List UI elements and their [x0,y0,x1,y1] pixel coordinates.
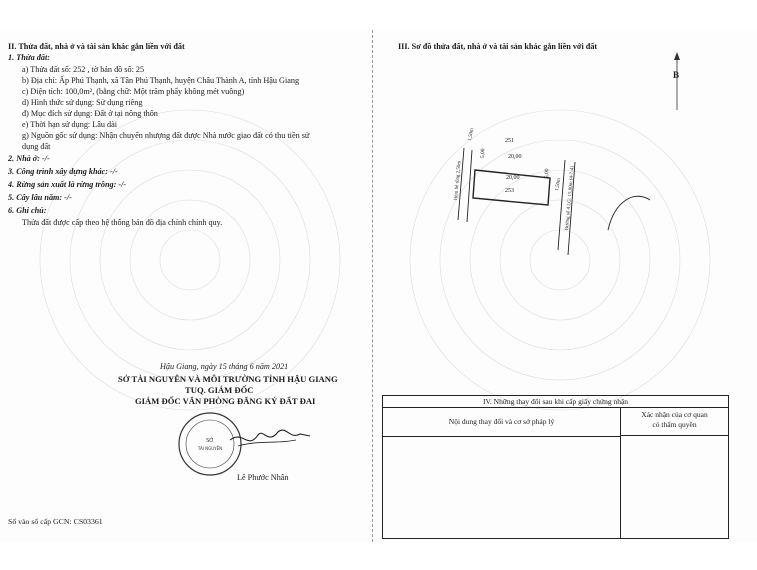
land-item: d) Hình thức sử dụng: Sử dụng riêng [22,98,143,107]
plot-diagram [380,50,740,350]
date-line: Hậu Giang, ngày 15 tháng 6 năm 2021 [160,362,289,371]
land-heading: 1. Thửa đất: [8,53,50,62]
changes-table [382,395,729,539]
changes-table-body [383,437,621,538]
road-edge [558,160,565,250]
changes-table-col-content: Nội dung thay đổi và cơ sở pháp lý [383,408,621,437]
land-item: g) Nguồn gốc sử dụng: Nhận chuyển nhượng đất được Nhà nước giao đất có thu tiền sử [22,131,310,140]
note-text: Thửa đất được cấp theo hệ thống bản đồ địa chính chính quy. [22,218,223,227]
svg-text:TÀI NGUYÊN: TÀI NGUYÊN [197,446,223,451]
construction-line: 3. Công trình xây dựng khác: -/- [8,167,118,176]
neighbor-top-label: 251 [505,138,514,144]
left-road-label: Hẻm bê tông 2,50m [453,160,463,201]
land-item: a) Thửa đất số: 252 , tờ bản đồ số: 25 [22,65,145,74]
director-title: GIÁM ĐỐC VĂN PHÒNG ĐĂNG KÝ ĐẤT ĐAI [135,396,316,406]
left-side-label: 5,00 [479,148,487,159]
corner-right-label: 1,50m [554,177,563,192]
north-arrow-head [674,52,680,60]
section-3-title: III. Sơ đồ thửa đất, nhà ở và tài sản khác gắn liền với đất [398,42,598,51]
width-bottom-label: 20,00 [506,175,520,181]
section-2-title: II. Thửa đất, nhà ở và tài sản khác gắn liền với đất [8,42,185,51]
forest-line: 4. Rừng sản xuất là rừng trồng: -/- [8,180,127,189]
land-item: b) Địa chỉ: Ấp Phú Thạnh, xã Tân Phú Thạnh, huyện Châu Thành A, tỉnh Hậu Giang [22,76,300,85]
alley-edge [467,150,472,222]
tuq-line: TUQ. GIÁM ĐỐC [185,385,254,395]
road-curve [608,196,650,230]
width-top-label: 20,00 [508,154,522,160]
page-fold-line [372,30,373,542]
official-stamp-signature [168,410,328,480]
confirmation-line-1: Xác nhận của cơ quan [641,410,708,419]
agency-name: SỞ TÀI NGUYÊN VÀ MÔI TRƯỜNG TỈNH HẬU GIANG [118,374,338,384]
svg-text:SỞ: SỞ [206,438,214,444]
land-item: e) Thời hạn sử dụng: Lâu dài [22,120,118,129]
certificate-number: Số vào sổ cấp GCN: CS03361 [8,517,103,526]
confirmation-line-2: có thẩm quyền [652,420,697,429]
land-item: đ) Mục đích sử dụng: Đất ở tại nông thôn [22,109,158,118]
signer-name: Lê Phước Nhân [237,473,289,482]
land-item: dụng đất [22,142,51,151]
right-road-label: Đường số 4 LG: 15,00m (4-7-4) [564,165,576,231]
house-line: 2. Nhà ở: -/- [8,154,50,163]
note-heading: 6. Ghi chú: [8,206,47,215]
north-label: B [673,70,680,80]
changes-table-title: IV. Những thay đổi sau khi cấp giấy chứng nhận [383,396,728,408]
neighbor-bottom-label: 253 [505,188,514,194]
land-item: c) Diện tích: 100,0m², (bằng chữ: Một trăm phẩy không mét vuông) [22,87,245,96]
right-side-label: 5,00 [543,168,551,179]
perennial-line: 5. Cây lâu năm: -/- [8,193,72,202]
corner-top-label: 1,50m [467,127,476,142]
certificate-sheet [0,30,757,542]
changes-table-col-confirmation [621,408,728,436]
